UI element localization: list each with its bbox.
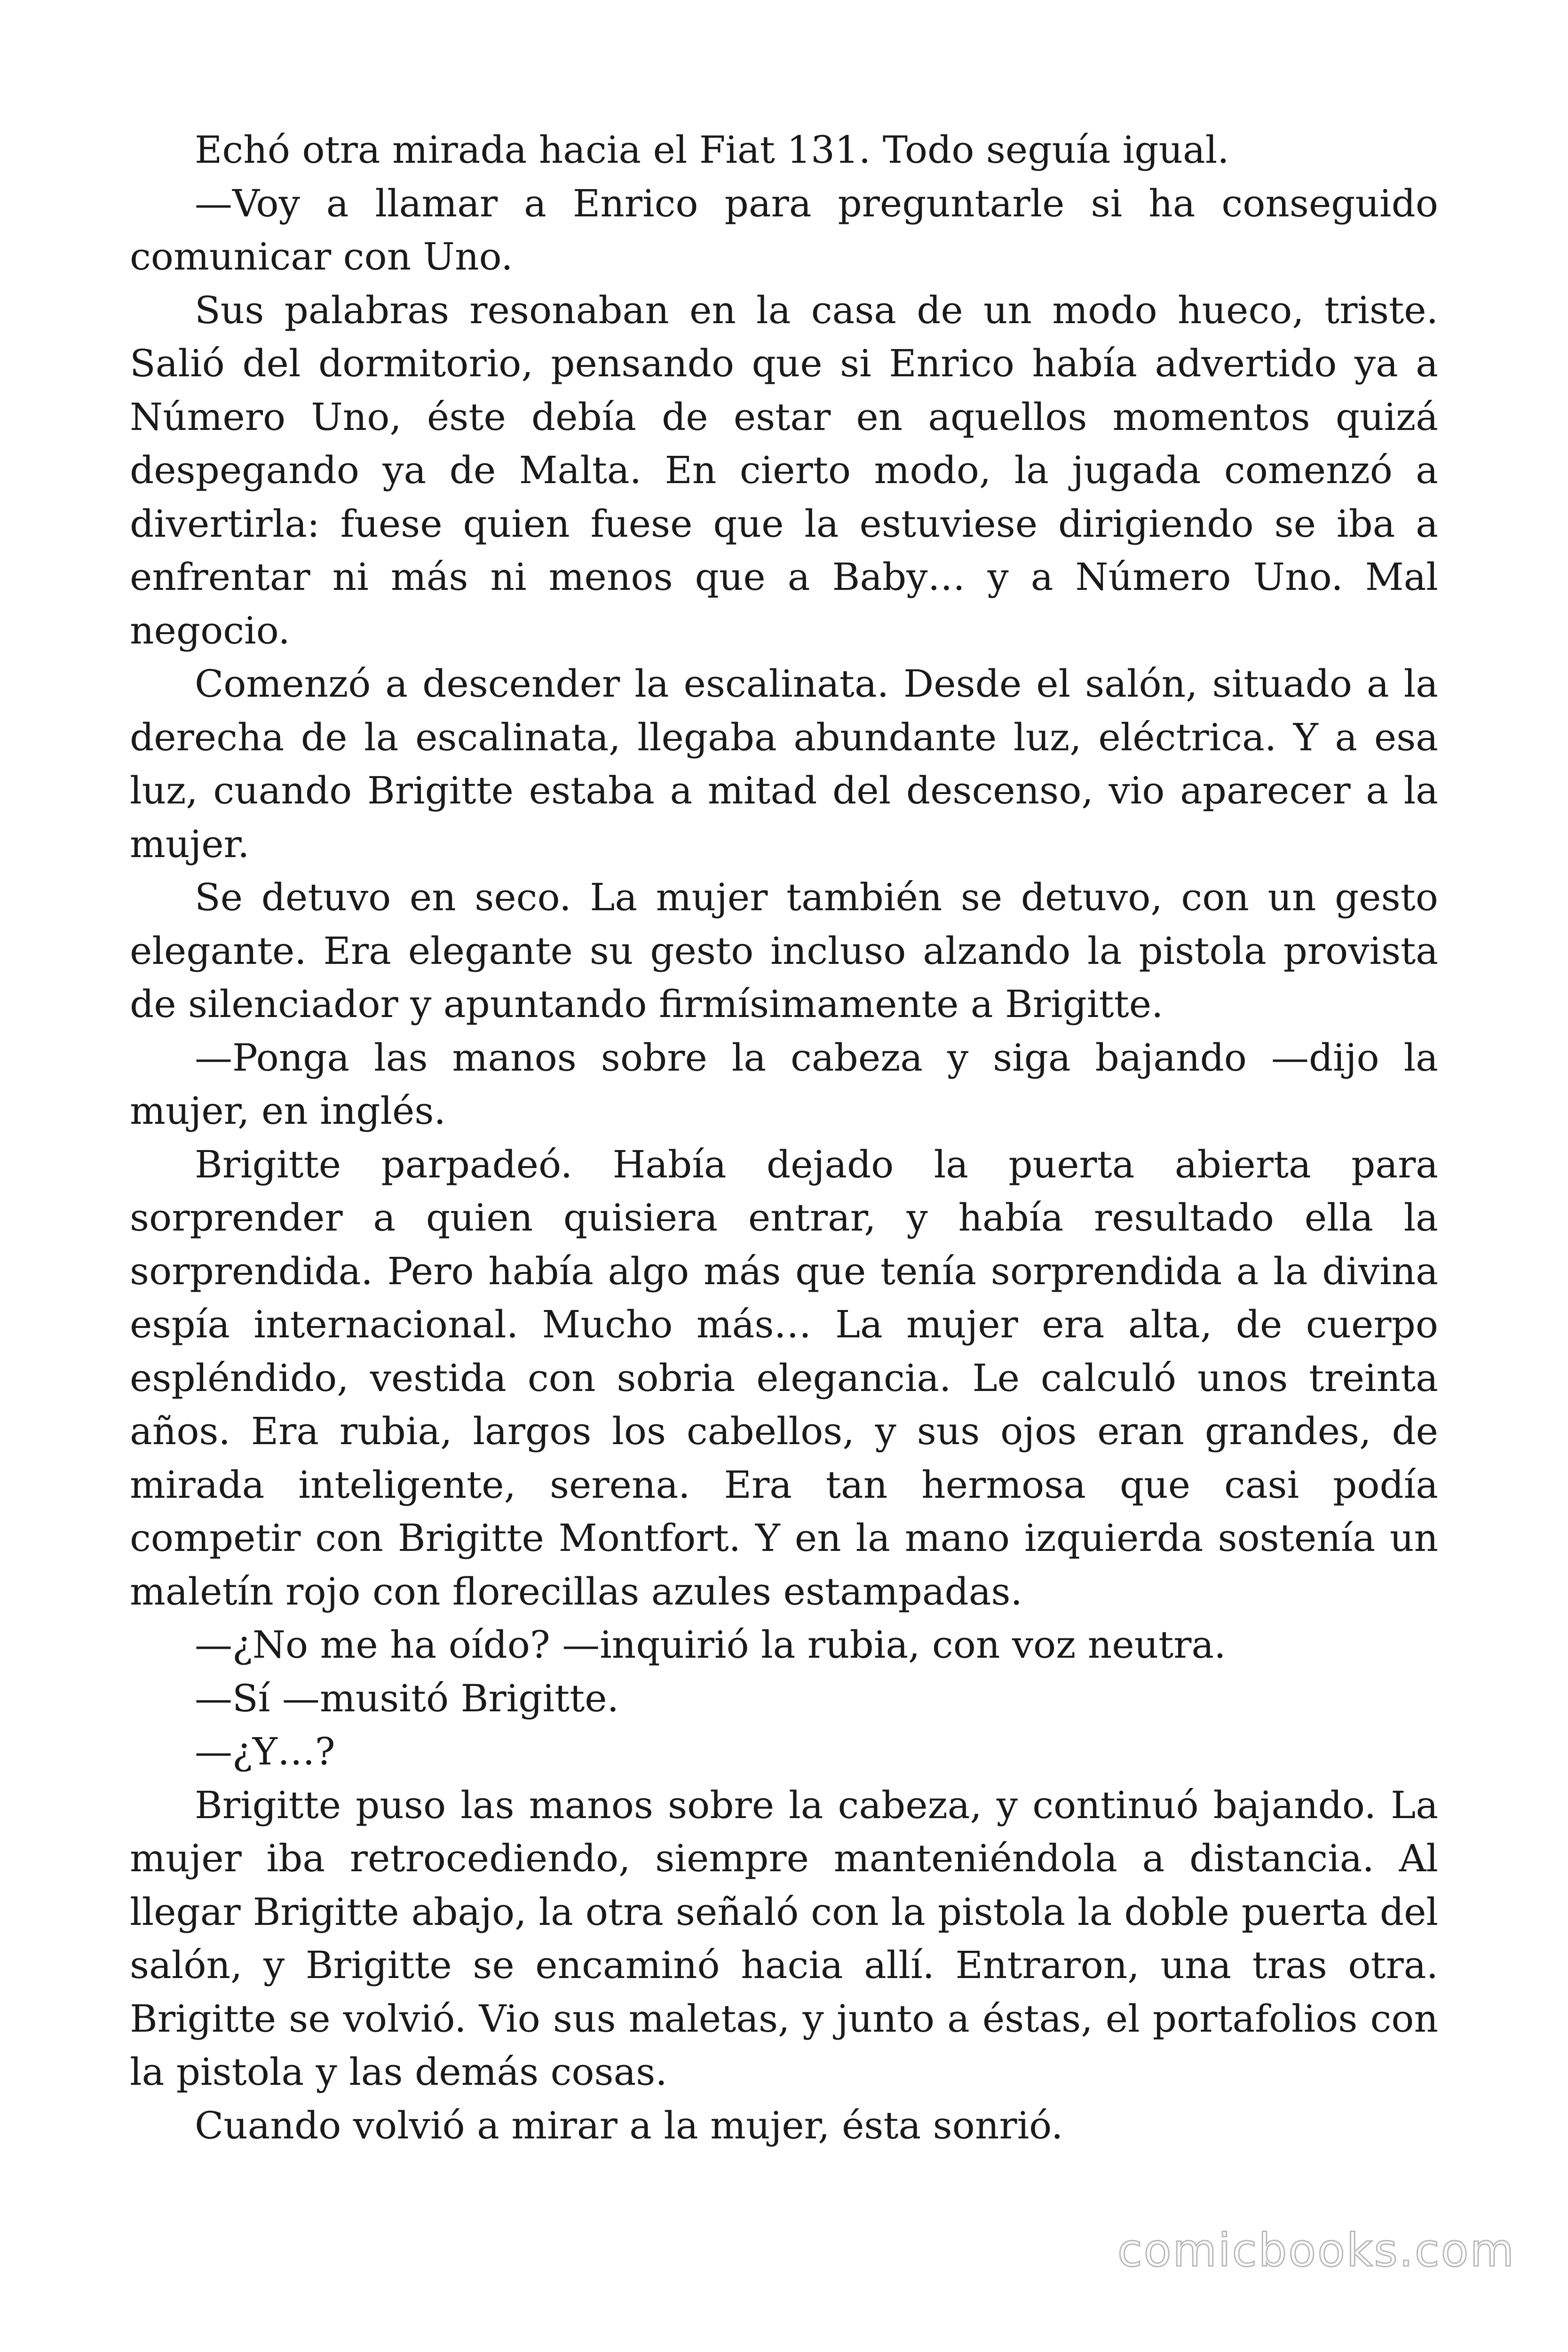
paragraph: Sus palabras resonaban en la casa de un modo hueco, triste. Salió del dormitorio, pensando que si Enrico había advertido ya a Número Uno, éste debía de estar en aquellos momentos quizá despegando ya de Malta. En cierto modo, la jugada comenzó a divertirla: fuese quien fuese que la estuviese dirigiendo se iba a enfrentar ni más ni menos que a Baby… y a Número Uno. Mal negocio.	[130, 288, 1438, 652]
body-text	[130, 123, 1438, 2152]
paragraph: Comenzó a descender la escalinata. Desde el salón, situado a la derecha de la escalinata, llegaba abundante luz, eléctrica. Y a esa luz, cuando Brigitte estaba a mitad del descenso, vio aparecer a la mujer.	[130, 662, 1438, 866]
paragraph: Cuando volvió a mirar a la mujer, ésta sonrió.	[195, 2103, 1063, 2147]
paragraph: Brigitte parpadeó. Había dejado la puerta abierta para sorprender a quien quisiera entrar, y había resultado ella la sorprendida. Pero había algo más que tenía sorprendida a la divina espía internacional. Mucho más… La mujer era alta, de cuerpo espléndido, vestida con sobria elegancia. Le calculó unos treinta años. Era rubia, largos los cabellos, y sus ojos eran grandes, de mirada inteligente, serena. Era tan hermosa que casi podía competir con Brigitte Montfort. Y en la mano izquierda sostenía un maletín rojo con florecillas azules estampadas.	[130, 1142, 1438, 1613]
paragraph: —Sí —musitó Brigitte.	[195, 1676, 619, 1720]
paragraph: Se detuvo en seco. La mujer también se detuvo, con un gesto elegante. Era elegante su gesto incluso alzando la pistola provista de silenciador y apuntando firmísimamente a Brigitte.	[130, 875, 1438, 1026]
paragraph: —Voy a llamar a Enrico para preguntarle si ha conseguido comunicar con Uno.	[130, 181, 1438, 278]
paragraph: —¿Y…?	[195, 1730, 335, 1773]
paragraph: Brigitte puso las manos sobre la cabeza, y continuó bajando. La mujer iba retrocediendo, siempre manteniéndola a distancia. Al llegar Brigitte abajo, la otra señaló con la pistola la doble puerta del salón, y Brigitte se encaminó hacia allí. Entraron, una tras otra. Brigitte se volvió. Vio sus maletas, y junto a éstas, el portafolios con la pistola y las demás cosas.	[130, 1783, 1438, 2094]
paragraph: —Ponga las manos sobre la cabeza y siga bajando —dijo la mujer, en inglés.	[130, 1035, 1438, 1133]
paragraph: Echó otra mirada hacia el Fiat 131. Todo seguía igual.	[195, 128, 1229, 172]
paragraph: —¿No me ha oído? —inquirió la rubia, con voz neutra.	[195, 1623, 1226, 1667]
watermark: comicbooks.com	[1117, 2224, 1515, 2277]
